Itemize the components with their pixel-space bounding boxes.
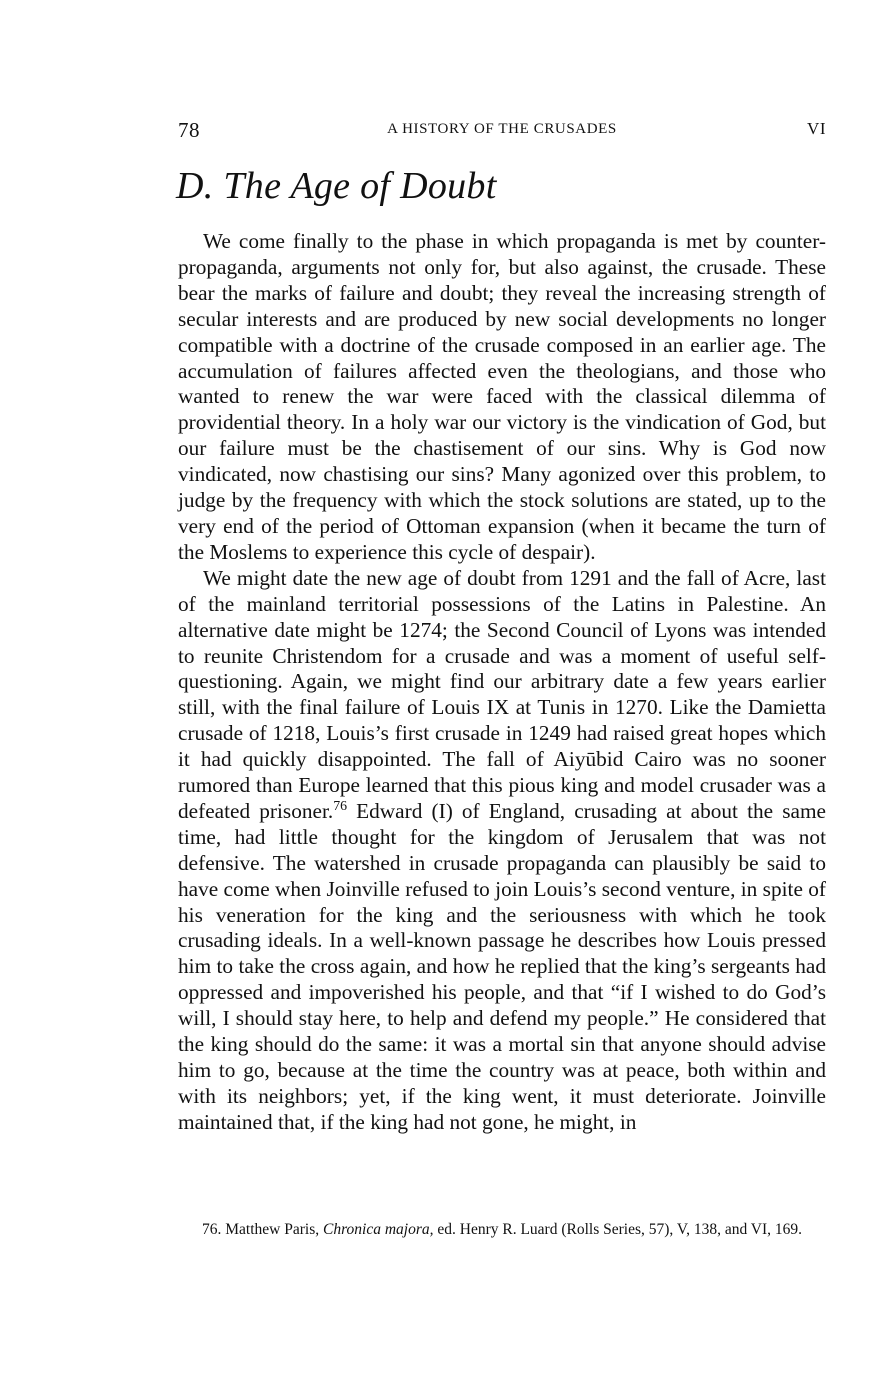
book-title: A HISTORY OF THE CRUSADES <box>387 121 617 137</box>
body-text <box>178 229 826 1136</box>
paragraph-1: We come finally to the phase in which propaganda is met by counter-propaganda, arguments not only for, but also against, the crusade. These bear the marks of failure and doubt; they reveal the increasing strength of secular interests and are produced by new social developments no longer compatible with a doctrine of the crusade composed in an earlier age. The accumulation of failures affected even the theologians, and those who wanted to renew the war were faced with the classical dilemma of providential theory. In a holy war our victory is the vindication of God, but our failure must be the chastisement of our sins. Why is God now vindicated, now chastising our sins? Many agonized over this problem, to judge by the frequency with which the stock solutions are stated, up to the very end of the period of Ottoman expansion (when it became the turn of the Moslems to experience this cycle of despair). <box>178 229 826 564</box>
paragraph-2-text-before-note: We might date the new age of doubt from 1291 and the fall of Acre, last of the mainland territorial possessions of the Latins in Palestine. An alternative date might be 1274; the Second Council of Lyons was intended to reunite Christendom for a crusade and was a moment of useful self-questioning. Again, we might find our arbitrary date a few years earlier still, with the final failure of Louis IX at Tunis in 1270. Like the Damietta crusade of 1218, Louis’s first crusade in 1249 had raised great hopes which it had quickly disappointed. The fall of Aiyūbid Cairo was no sooner rumored than Europe learned that this pious king and model crusader was a defeated prisoner. <box>178 565 826 823</box>
section-heading: D. The Age of Doubt <box>176 165 497 207</box>
footnote-author: Matthew Paris, <box>225 1221 320 1238</box>
running-head <box>178 118 826 144</box>
footnote-work-title: Chronica majora, <box>322 1221 434 1238</box>
paragraph-2-text-after-note: Edward (I) of England, crusading at about the same time, had little thought for the kingdom of Jerusalem that was not defensive. The watershed in crusade propaganda can plausibly be said to have come when Joinville refused to join Louis’s second venture, in spite of his veneration for the king and the seriousness with which he took crusading ideals. In a well-known passage he describes how Louis pressed him to take the cross again, and how he replied that the king’s sergeants had oppressed and impoverished his people, and that “if I wished to do God’s will, I should stay here, to help and defend my people.” He considered that the king should do the same: it was a mortal sin that anyone should advise him to go, because at the time the country was at peace, both within and with its neighbors; yet, if the king went, it must deteriorate. Joinville maintained that, if the king had not gone, he might, in <box>178 798 826 1134</box>
paragraph-2 <box>178 566 826 1136</box>
part-number: VI <box>807 119 826 138</box>
footnote-reference: 76 <box>333 797 348 813</box>
page-number: 78 <box>178 118 200 142</box>
footnote-number: 76. <box>202 1221 222 1238</box>
footnote-details: ed. Henry R. Luard (Rolls Series, 57), V, 138, and VI, 169. <box>437 1221 803 1238</box>
footnote <box>178 1219 826 1240</box>
